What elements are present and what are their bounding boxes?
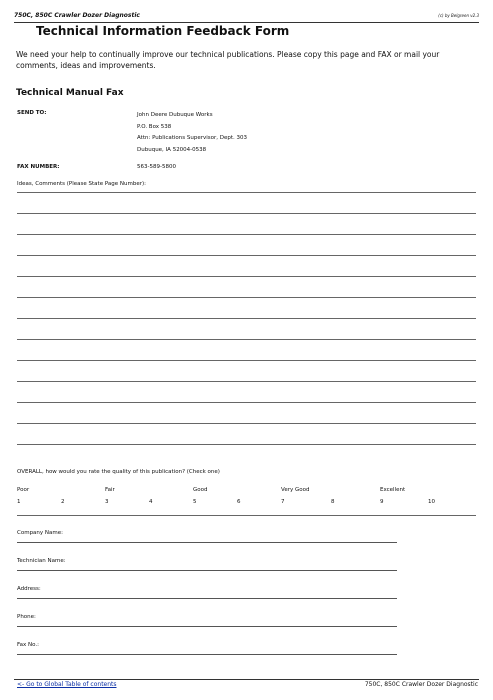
comments-label: Ideas, Comments (Please State Page Number): <box>17 181 146 187</box>
header-credit: (c) by Belgreen v2.3 <box>438 13 479 18</box>
section-heading: Technical Manual Fax <box>16 88 124 98</box>
address-line: Attn: Publications Supervisor, Dept. 303 <box>137 135 248 141</box>
rating-option[interactable]: 4 <box>149 499 153 505</box>
address-line: P.O. Box 538 <box>137 123 172 130</box>
rating-word: Fair <box>105 487 115 493</box>
comment-line[interactable] <box>17 234 476 235</box>
rating-word: Very Good <box>281 487 310 493</box>
comment-line[interactable] <box>17 339 476 340</box>
send-to-label: SEND TO: <box>17 110 47 116</box>
footer-rule <box>14 679 479 680</box>
comment-line[interactable] <box>17 192 476 193</box>
comment-line[interactable] <box>17 444 476 445</box>
address-line: John Deere Dubuque Works <box>137 112 213 118</box>
intro-text: We need your help to continually improve our technical publications. Please copy this page and FAX or mail your comments, ideas and improvements. <box>16 50 440 70</box>
rating-word: Poor <box>17 487 30 493</box>
rating-option[interactable]: 6 <box>237 499 241 505</box>
comment-line[interactable] <box>17 213 476 214</box>
rating-option[interactable]: 8 <box>331 499 335 505</box>
header-document-title: 750C, 850C Crawler Dozer Diagnostic <box>14 12 140 19</box>
rating-option[interactable]: 9 <box>380 499 384 505</box>
address-label: Address: <box>17 586 41 592</box>
rating-option[interactable]: 7 <box>281 499 285 505</box>
comment-line[interactable] <box>17 381 476 382</box>
fax-number: 563-589-5800 <box>137 164 176 170</box>
rating-option[interactable]: 1 <box>17 499 21 505</box>
comment-line[interactable] <box>17 402 476 403</box>
page-title: Technical Information Feedback Form <box>36 24 290 38</box>
rating-option[interactable]: 3 <box>105 499 109 505</box>
rating-divider <box>17 515 476 516</box>
rating-word: Good <box>193 487 208 493</box>
global-toc-link[interactable]: <- Go to Global Table of contents <box>17 681 117 688</box>
comment-line[interactable] <box>17 297 476 298</box>
fax-no-label: Fax No.: <box>17 642 40 648</box>
technician-name-label: Technician Name: <box>17 558 66 564</box>
comment-line[interactable] <box>17 423 476 424</box>
comment-line[interactable] <box>17 255 476 256</box>
address-field[interactable] <box>17 586 397 599</box>
rating-word: Excellent <box>380 487 406 493</box>
header-bar <box>14 12 479 23</box>
mailing-address <box>137 110 247 156</box>
rating-option[interactable]: 10 <box>428 499 435 505</box>
fax-number-label: FAX NUMBER: <box>17 164 60 170</box>
rating-option[interactable]: 5 <box>193 499 197 505</box>
comment-line[interactable] <box>17 318 476 319</box>
footer-document-title: 750C, 850C Crawler Dozer Diagnostic <box>364 681 478 688</box>
comment-line[interactable] <box>17 360 476 361</box>
company-name-label: Company Name: <box>17 530 63 536</box>
rating-option[interactable]: 2 <box>61 499 65 505</box>
address-line: Dubuque, IA 52004-0538 <box>137 146 207 153</box>
phone-label: Phone: <box>17 614 36 620</box>
fax-no-field[interactable] <box>17 642 397 655</box>
company-name-field[interactable] <box>17 530 397 543</box>
phone-field[interactable] <box>17 614 397 627</box>
technician-name-field[interactable] <box>17 558 397 571</box>
rating-question: OVERALL, how would you rate the quality of this publication? (Check one) <box>17 469 220 475</box>
comment-line[interactable] <box>17 276 476 277</box>
